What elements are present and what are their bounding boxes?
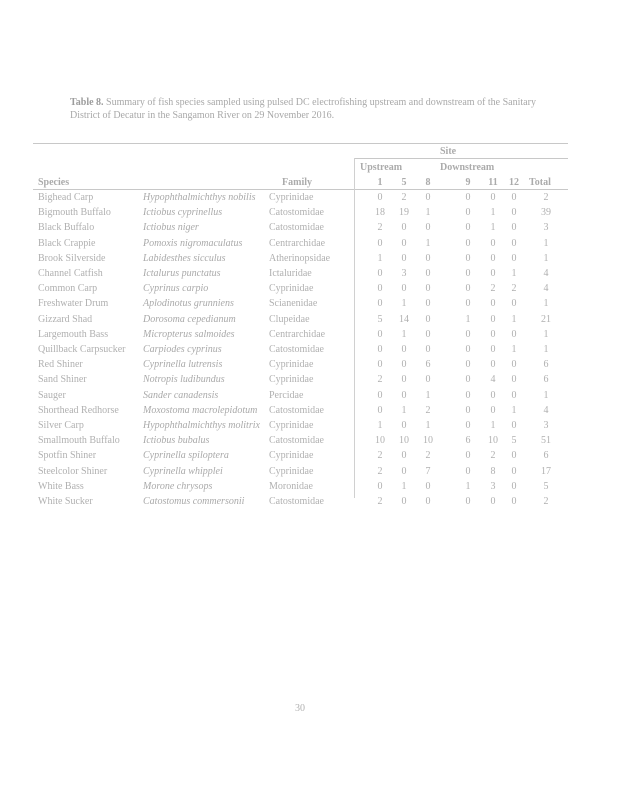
species-family: Catostomidae xyxy=(269,435,324,447)
species-total: 1 xyxy=(543,328,549,340)
species-common-name: Spotfin Shiner xyxy=(38,450,97,462)
site-count-1: 5 xyxy=(377,313,383,325)
species-scientific-name: Ictiobus niger xyxy=(143,222,199,234)
species-total: 21 xyxy=(541,313,551,325)
species-scientific-name: Hypophthalmichthys nobilis xyxy=(143,192,256,203)
site-count-12: 2 xyxy=(511,283,517,295)
site-12-header: 12 xyxy=(509,177,519,188)
site-count-8: 0 xyxy=(425,268,431,279)
species-common-name: Bighead Carp xyxy=(38,192,94,203)
site-count-9: 0 xyxy=(465,420,471,431)
site-count-12: 1 xyxy=(511,313,517,325)
species-scientific-name: Micropterus salmoides xyxy=(143,328,235,340)
species-common-name: Shorthead Redhorse xyxy=(38,404,119,416)
species-total: 1 xyxy=(543,298,549,310)
species-family: Cyprinidae xyxy=(269,374,314,386)
species-scientific-name: Hypophthalmichthys molitrix xyxy=(143,420,260,431)
total-header: Total xyxy=(529,177,551,188)
species-scientific-name: Ictiobus bubalus xyxy=(143,435,210,447)
site-count-5: 0 xyxy=(401,450,407,462)
site-count-9: 0 xyxy=(465,450,471,462)
site-count-5: 0 xyxy=(401,374,407,386)
site-count-9: 0 xyxy=(465,389,471,401)
species-total: 4 xyxy=(543,404,549,416)
site-count-11: 10 xyxy=(488,435,498,447)
site-count-9: 0 xyxy=(465,496,471,507)
species-common-name: Black Buffalo xyxy=(38,222,95,234)
site-count-12: 0 xyxy=(511,496,517,507)
site-count-12: 0 xyxy=(511,222,517,234)
site-count-11: 0 xyxy=(490,268,496,279)
site-count-8: 1 xyxy=(425,420,431,431)
site-count-1: 0 xyxy=(377,298,383,310)
species-family: Cyprinidae xyxy=(269,465,314,477)
site-count-1: 0 xyxy=(377,344,383,355)
site-count-5: 0 xyxy=(401,237,407,249)
site-count-11: 0 xyxy=(490,252,496,264)
site-count-1: 2 xyxy=(377,496,383,507)
site-count-8: 0 xyxy=(425,328,431,340)
species-total: 2 xyxy=(543,496,549,507)
species-total: 17 xyxy=(541,465,551,477)
species-family: Scianenidae xyxy=(269,298,318,310)
site-count-11: 3 xyxy=(490,480,496,492)
site-count-8: 7 xyxy=(425,465,431,477)
site-count-11: 0 xyxy=(490,389,496,401)
species-total: 39 xyxy=(541,207,551,219)
site-count-8: 0 xyxy=(425,374,431,386)
site-count-1: 0 xyxy=(377,328,383,340)
site-count-12: 1 xyxy=(511,344,517,355)
table-caption-text: Summary of fish species sampled using pulsed DC electrofishing upstream and downstream of the Sanitary District of Decatur in the Sangamon River on 29 November 2016. xyxy=(70,97,536,121)
site-count-11: 8 xyxy=(490,465,496,477)
site-count-9: 0 xyxy=(465,298,471,310)
site-header: Site xyxy=(440,146,457,157)
site-count-5: 3 xyxy=(401,268,407,279)
site-count-8: 0 xyxy=(425,496,431,507)
site-count-5: 0 xyxy=(401,496,407,507)
site-count-5: 1 xyxy=(401,404,407,416)
site-count-5: 0 xyxy=(401,222,407,234)
family-divider xyxy=(354,158,355,498)
species-header: Species xyxy=(38,177,70,188)
site-count-8: 0 xyxy=(425,283,431,295)
site-count-9: 0 xyxy=(465,237,471,249)
species-common-name: Smallmouth Buffalo xyxy=(38,435,120,447)
species-common-name: Black Crappie xyxy=(38,237,96,249)
site-count-1: 0 xyxy=(377,237,383,249)
species-common-name: Brook Silverside xyxy=(38,252,106,264)
upstream-header: Upstream xyxy=(360,162,403,173)
site-count-8: 1 xyxy=(425,389,431,401)
table-top-rule xyxy=(33,143,568,144)
site-count-8: 1 xyxy=(425,207,431,219)
site-count-12: 0 xyxy=(511,465,517,477)
site-count-11: 0 xyxy=(490,192,496,203)
site-count-8: 1 xyxy=(425,237,431,249)
species-family: Cyprinidae xyxy=(269,283,314,295)
species-scientific-name: Morone chrysops xyxy=(143,480,213,492)
species-family: Cyprinidae xyxy=(269,420,314,431)
site-count-9: 0 xyxy=(465,268,471,279)
species-family: Ictaluridae xyxy=(269,268,312,279)
species-scientific-name: Ictalurus punctatus xyxy=(143,268,221,279)
site-count-9: 0 xyxy=(465,192,471,203)
site-count-5: 1 xyxy=(401,480,407,492)
site-count-12: 0 xyxy=(511,389,517,401)
site-count-9: 0 xyxy=(465,252,471,264)
site-count-5: 10 xyxy=(399,435,409,447)
species-common-name: Gizzard Shad xyxy=(38,313,93,325)
species-common-name: Largemouth Bass xyxy=(38,328,109,340)
site-count-9: 0 xyxy=(465,328,471,340)
site-count-1: 0 xyxy=(377,283,383,295)
species-total: 4 xyxy=(543,283,549,295)
site-9-header: 9 xyxy=(465,177,471,188)
species-family: Atherinopsidae xyxy=(269,252,331,264)
site-count-1: 2 xyxy=(377,222,383,234)
table-caption xyxy=(70,96,550,122)
species-family: Percidae xyxy=(269,389,304,401)
species-total: 3 xyxy=(543,222,549,234)
site-count-5: 0 xyxy=(401,252,407,264)
site-count-1: 0 xyxy=(377,192,383,203)
site-count-5: 0 xyxy=(401,359,407,371)
site-count-12: 5 xyxy=(511,435,517,447)
site-count-12: 0 xyxy=(511,237,517,249)
species-scientific-name: Sander canadensis xyxy=(143,389,219,401)
species-scientific-name: Aplodinotus grunniens xyxy=(143,298,234,310)
species-common-name: Sand Shiner xyxy=(38,374,87,386)
site-count-1: 0 xyxy=(377,389,383,401)
species-common-name: Freshwater Drum xyxy=(38,298,109,310)
site-count-1: 18 xyxy=(375,207,385,219)
species-family: Cyprinidae xyxy=(269,359,314,371)
site-count-12: 0 xyxy=(511,207,517,219)
site-count-1: 2 xyxy=(377,450,383,462)
site-count-9: 0 xyxy=(465,374,471,386)
site-count-8: 0 xyxy=(425,252,431,264)
species-scientific-name: Notropis ludibundus xyxy=(143,374,225,386)
species-common-name: White Sucker xyxy=(38,496,93,507)
species-scientific-name: Pomoxis nigromaculatus xyxy=(143,237,243,249)
species-family: Catostomidae xyxy=(269,344,324,355)
species-family: Centrarchidae xyxy=(269,237,326,249)
site-count-8: 10 xyxy=(423,435,433,447)
site-count-9: 0 xyxy=(465,359,471,371)
site-count-1: 1 xyxy=(377,252,383,264)
site-count-5: 19 xyxy=(399,207,409,219)
site-count-11: 0 xyxy=(490,404,496,416)
species-family: Moronidae xyxy=(269,480,313,492)
species-scientific-name: Cyprinella whipplei xyxy=(143,465,223,477)
species-family: Clupeidae xyxy=(269,313,310,325)
site-1-header: 1 xyxy=(377,177,383,188)
species-common-name: Red Shiner xyxy=(38,359,83,371)
site-count-5: 14 xyxy=(399,313,409,325)
species-total: 6 xyxy=(543,359,549,371)
site-count-12: 0 xyxy=(511,298,517,310)
site-count-8: 0 xyxy=(425,480,431,492)
site-count-12: 1 xyxy=(511,268,517,279)
site-count-12: 0 xyxy=(511,374,517,386)
species-scientific-name: Moxostoma macrolepidotum xyxy=(143,404,258,416)
species-total: 5 xyxy=(543,480,549,492)
site-11-header: 11 xyxy=(488,177,498,188)
species-family: Cyprinidae xyxy=(269,450,314,462)
species-common-name: White Bass xyxy=(38,480,84,492)
site-count-11: 0 xyxy=(490,328,496,340)
site-count-9: 0 xyxy=(465,283,471,295)
site-count-8: 0 xyxy=(425,313,431,325)
site-count-5: 0 xyxy=(401,465,407,477)
site-count-9: 6 xyxy=(465,435,471,447)
species-common-name: Sauger xyxy=(38,389,66,401)
species-total: 1 xyxy=(543,252,549,264)
species-scientific-name: Catostomus commersonii xyxy=(143,496,245,507)
site-count-11: 0 xyxy=(490,237,496,249)
site-count-5: 0 xyxy=(401,344,407,355)
species-common-name: Channel Catfish xyxy=(38,268,103,279)
species-common-name: Common Carp xyxy=(38,283,98,295)
site-count-11: 2 xyxy=(490,283,496,295)
site-count-11: 0 xyxy=(490,313,496,325)
family-header: Family xyxy=(282,177,312,188)
site-count-1: 1 xyxy=(377,420,383,431)
species-common-name: Steelcolor Shiner xyxy=(38,465,108,477)
species-common-name: Silver Carp xyxy=(38,420,84,431)
site-count-11: 0 xyxy=(490,359,496,371)
site-count-12: 0 xyxy=(511,420,517,431)
site-count-12: 1 xyxy=(511,404,517,416)
species-scientific-name: Ictiobus cyprinellus xyxy=(143,207,223,219)
site-count-12: 0 xyxy=(511,252,517,264)
site-count-1: 2 xyxy=(377,465,383,477)
site-count-5: 0 xyxy=(401,389,407,401)
species-scientific-name: Labidesthes sicculus xyxy=(143,252,226,264)
species-family: Centrarchidae xyxy=(269,328,326,340)
species-family: Catostomidae xyxy=(269,496,324,507)
species-total: 1 xyxy=(543,237,549,249)
site-8-header: 8 xyxy=(425,177,431,188)
site-count-1: 0 xyxy=(377,480,383,492)
site-count-9: 1 xyxy=(465,480,471,492)
site-count-9: 1 xyxy=(465,313,471,325)
species-total: 1 xyxy=(543,389,549,401)
site-count-9: 0 xyxy=(465,404,471,416)
site-count-8: 0 xyxy=(425,192,431,203)
site-count-12: 0 xyxy=(511,450,517,462)
downstream-header: Downstream xyxy=(440,162,495,173)
species-scientific-name: Carpiodes cyprinus xyxy=(143,344,222,355)
site-count-8: 0 xyxy=(425,344,431,355)
site-count-1: 10 xyxy=(375,435,385,447)
site-header-rule xyxy=(355,158,568,159)
site-count-11: 4 xyxy=(490,374,496,386)
site-count-5: 0 xyxy=(401,283,407,295)
species-family: Catostomidae xyxy=(269,207,324,219)
site-count-5: 1 xyxy=(401,328,407,340)
site-count-11: 2 xyxy=(490,450,496,462)
site-count-8: 6 xyxy=(425,359,431,371)
site-count-8: 2 xyxy=(425,404,431,416)
header-bottom-rule xyxy=(33,189,568,190)
species-family: Catostomidae xyxy=(269,222,324,234)
site-count-5: 1 xyxy=(401,298,407,310)
site-count-9: 0 xyxy=(465,465,471,477)
site-count-9: 0 xyxy=(465,222,471,234)
site-count-9: 0 xyxy=(465,344,471,355)
species-total: 6 xyxy=(543,374,549,386)
site-count-11: 0 xyxy=(490,496,496,507)
species-common-name: Quillback Carpsucker xyxy=(38,344,126,355)
site-count-5: 0 xyxy=(401,420,407,431)
species-family: Cyprinidae xyxy=(269,192,314,203)
site-count-11: 0 xyxy=(490,298,496,310)
species-total: 4 xyxy=(543,268,549,279)
site-count-8: 0 xyxy=(425,298,431,310)
species-total: 2 xyxy=(543,192,549,203)
site-count-11: 1 xyxy=(490,420,496,431)
species-common-name: Bigmouth Buffalo xyxy=(38,207,111,219)
page-number: 30 xyxy=(295,703,305,714)
site-5-header: 5 xyxy=(401,177,407,188)
species-total: 6 xyxy=(543,450,549,462)
table-caption-label: Table 8. xyxy=(70,97,104,108)
site-count-8: 0 xyxy=(425,222,431,234)
site-count-12: 0 xyxy=(511,328,517,340)
site-count-1: 0 xyxy=(377,359,383,371)
site-count-9: 0 xyxy=(465,207,471,219)
site-count-1: 0 xyxy=(377,404,383,416)
species-scientific-name: Dorosoma cepedianum xyxy=(143,313,236,325)
species-total: 3 xyxy=(543,420,549,431)
site-count-12: 0 xyxy=(511,480,517,492)
site-count-8: 2 xyxy=(425,450,431,462)
site-count-12: 0 xyxy=(511,359,517,371)
site-count-11: 0 xyxy=(490,344,496,355)
species-scientific-name: Cyprinella lutrensis xyxy=(143,359,223,371)
site-count-1: 0 xyxy=(377,268,383,279)
site-count-11: 1 xyxy=(490,222,496,234)
species-total: 1 xyxy=(543,344,549,355)
site-count-12: 0 xyxy=(511,192,517,203)
site-count-1: 2 xyxy=(377,374,383,386)
site-count-5: 2 xyxy=(401,192,407,203)
species-scientific-name: Cyprinella spiloptera xyxy=(143,450,229,462)
species-scientific-name: Cyprinus carpio xyxy=(143,283,209,295)
species-family: Catostomidae xyxy=(269,404,324,416)
species-total: 51 xyxy=(541,435,551,447)
site-count-11: 1 xyxy=(490,207,496,219)
